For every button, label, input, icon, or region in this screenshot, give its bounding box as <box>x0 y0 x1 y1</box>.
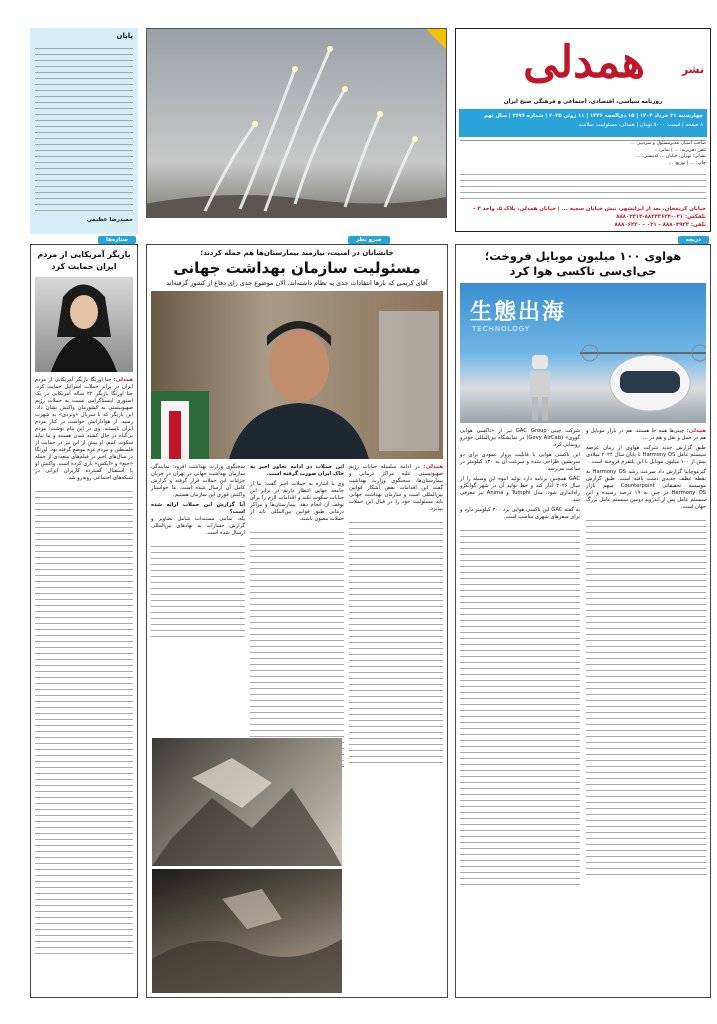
editorial-body <box>35 43 133 213</box>
speaker-photo <box>151 291 443 459</box>
robot-icon <box>520 353 560 423</box>
center-col-c <box>151 464 245 767</box>
logo-prefix: نشر <box>681 63 704 76</box>
center-col-b-head: این حملات در ادامه تجاوز اخیر به خاک ایران صورت گرفته است. <box>250 464 344 477</box>
actress-photo <box>35 277 133 372</box>
masthead-info-line: نشانی: تهران، خیابان ... کدپستی: ... <box>636 154 706 159</box>
center-title: مسئولیت سازمان بهداشت جهانی <box>173 259 421 277</box>
right-col2-p1: شرکت چینی GAC Group نیز از «تاکسی هوایی گووی» (Govy AirCab) در نمایشگاه بین‌المللی خودرو رونمایی کرد. <box>460 428 581 448</box>
top-editorial <box>30 28 138 234</box>
official-portrait <box>151 291 443 459</box>
center-kicker: جانشانان در امنیت، نیازمند بیمارستان‌ها هم حمله کردند؛ <box>200 249 394 257</box>
air-taxi-image <box>460 283 706 423</box>
left-article-body-wrap <box>35 377 133 482</box>
masthead-info-line: تلفن تحریریه: ... | نمابر: ... <box>653 147 706 153</box>
masthead-address-line: خیابان کریمخان، بعد از ایرانشهر، نبش خیابان سمیه ... | خیابان همدلی، پلاک ۵، واحد ۲ - تلفکس: ۰۲۱-۸۸۳۴۳۶۲۴-۸۸۸۰۲۴۱۴ <box>473 206 706 220</box>
center-col-a <box>349 464 443 767</box>
center-lead-word: همدلی: <box>423 464 443 470</box>
image-banner-subtext: TECHNOLOGY <box>472 325 531 333</box>
center-columns <box>151 464 443 767</box>
right-col2-p2: این تاکسی هوایی با قابلیت پرواز عمودی برای دو سرنشین طراحی شده و سرعت آن به ۱۳۰ کیلومتر در ساعت می‌رسد. <box>460 452 580 472</box>
right-col2-p3: GAC همچنین برنامه دارد تولید انبوه این وسیله را از سال ۲۰۲۶ آغاز کند و خط تولید آن در شهر گوانگژو راه‌اندازی شود. مدل Tumphi و Anima نیز معرفی شد. <box>460 476 580 503</box>
right-article-col1 <box>586 428 706 885</box>
masthead-phone-line: تلفن: ۸۸۸۰۴۹۳۳ - ۰۲۱ - ۸۸۸۰۶۴۳۰ <box>614 222 706 228</box>
damage-image-1 <box>152 738 342 866</box>
center-col-c2-head: آیا گزارش این حملات ارائه شده است؟ <box>151 502 245 515</box>
right-col2-p4: به گفته GAC این تاکسی هوایی برد ۲۰۰ کیلومتر دارد و برای سفرهای شهری مناسب است. <box>460 507 580 520</box>
left-article-title: بازیگر آمریکایی از مردم ایران حمایت کرد <box>37 250 131 271</box>
masthead-info <box>460 140 706 202</box>
image-banner-text: 生態出海 <box>470 300 567 325</box>
right-col1-filler <box>586 515 706 875</box>
left-lead-word: همدلی: <box>113 377 133 383</box>
left-article-filler <box>35 486 133 956</box>
center-col-a-text: در ادامه سلسله جنایات رژیم صهیونیستی علیه مراکز درمانی و بیمارستان‌ها، سخنگوی وزارت بهداشت گفت این اقدامات نقض آشکار قوانین بین‌المللی است و سازمان بهداشت جهانی باید مسئولیت خود را در قبال این حملات بپذیرد. <box>349 464 443 512</box>
masthead-info-filler <box>460 169 706 201</box>
masthead-date-box <box>459 109 707 137</box>
masthead-price: ۸ صفحه | قیمت: ۵۰۰۰ تومان | همدلی، مسئولیت، سلامت <box>578 122 703 128</box>
center-col-c-filler <box>151 541 245 641</box>
air-taxi-icon <box>580 323 706 423</box>
masthead-date: چهارشنبه ۲۱ خرداد ۱۴۰۴ | ۱۵ ذی‌الحجه ۱۴۴۶ | ۱۱ ژوئن ۲۰۲۵ | شماره ۲۶۷۶ | سال نهم <box>484 113 703 119</box>
left-article <box>30 244 138 998</box>
section-tag-center: خبرو نظر <box>348 236 390 244</box>
section-tag-left: ستاره‌ها <box>98 236 136 244</box>
masthead-tagline: روزنامه سیاسی، اقتصادی، اجتماعی و فرهنگی صبح ایران <box>503 99 663 105</box>
lead-word: همدلی: <box>686 428 706 434</box>
center-col-c2-text: بله، تمامی مستندات شامل تصاویر و گزارش خسارات به نهادهای بین‌المللی ارسال شده است. <box>151 516 245 536</box>
right-para2: طبق گزارش جدید شرکت هواوی از زمان عرضه سیستم عامل Harmony OS تا پایان سال ۲۰۲۴ میلادی بیش از ۱۰۰ میلیون موبایل با این پلتفرم فروخته است. <box>586 445 706 465</box>
right-article <box>455 244 711 998</box>
masthead <box>455 28 711 232</box>
actress-image <box>35 277 133 372</box>
center-col-c-text: سخنگوی وزارت بهداشت افزود: نمایندگی سازمان بهداشت جهانی در تهران در جریان جزئیات این حملات قرار گرفته و گزارش کامل آن ارسال شده است. ما خواستار واکنش فوری این سازمان هستیم. <box>151 464 245 498</box>
damage-photo-1 <box>152 738 342 866</box>
right-para3: گیزموچاینا گزارش داد سرعت رشد Harmony OS به نقطه عطف جدیدی دست یافته است. طبق گزارش موسسه تحقیقاتی Counterpoint سهم بازار Harmony OS در چین به ۱۹ درصد رسیده و این سیستم عامل پس از اندروید دومین سیستم عامل بزرگ جهان است. <box>586 469 707 510</box>
center-subtitle: آقای کریمی که بارها انتقادات جدی به نظام داشته‌اند، الان موضوع جدی رای دفاع از کشور گرفته‌اند <box>166 279 428 287</box>
missile-launch-image <box>146 29 446 218</box>
masthead-logo <box>456 33 712 95</box>
center-article <box>146 244 448 998</box>
editorial-author: حمیدرضا عظیمی <box>86 217 133 223</box>
center-col-b <box>250 464 344 767</box>
editorial-heading: پایان <box>116 32 133 40</box>
masthead-info-line: صاحب امتیاز، مدیرمسئول و سردبیر: ... <box>630 141 706 146</box>
right-article-title: هواوی ۱۰۰ میلیون موبایل فروخت؛ جی‌ای‌سی تاکسی هوا کرد <box>484 249 682 278</box>
center-col-a-filler <box>349 517 443 767</box>
damage-photo-2 <box>152 869 342 993</box>
center-col-b-filler <box>250 527 344 767</box>
damage-image-2 <box>152 869 342 993</box>
top-photo <box>146 28 447 218</box>
masthead-address <box>460 205 706 229</box>
right-article-columns <box>460 428 706 885</box>
right-article-col2 <box>460 428 580 885</box>
logo-text: همدلی <box>523 37 645 88</box>
section-tag-right: دریچه <box>678 236 709 244</box>
masthead-info-line: چاپ: ... | توزیع: ... <box>668 160 706 166</box>
center-col-b-text: وی با اشاره به حملات اخیر گفت: ما از جامعه جهانی انتظار داریم در برابر این جنایات سکوت نکند و اقدامات لازم را برای توقف آن انجام دهد. بیمارستان‌ها و مراکز درمانی طبق قوانین بین‌المللی باید از حملات مصون باشند. <box>250 481 344 522</box>
left-article-body: جنا اورتگا بازیگر آمریکایی از مردم ایران در برابر حملات اسرائیل حمایت کرد. جنا اورتگا بازیگر ۲۲ ساله آمریکایی در یک استوری اینستاگرامی نسبت به حملات رژیم صهیونیستی به کشورمان واکنش نشان داد. این بازیگر که با سریال «ونزدی» به شهرت رسید، از هوادارانش خواست در کنار مردم ایران بایستند. وی در این پیام نوشت: مردم بی‌گناه در حال کشته شدن هستند و ما نباید سکوت کنیم. او پیش از این نیز در حمایت از فلسطین و مردم غزه موضع گرفته بود. اورتگا در سال‌های اخیر در فیلم‌های متعددی از جمله «جیغ» و «ایکس» بازی کرده است. واکنش او با استقبال گسترده کاربران ایرانی در شبکه‌های اجتماعی روبه‌رو شد. <box>35 377 133 481</box>
right-para1: چینی‌ها همه جا هستند. هم در بازار موبایل و هم در حمل و نقل و هم در ... <box>586 428 706 441</box>
right-col2-filler <box>460 525 580 885</box>
